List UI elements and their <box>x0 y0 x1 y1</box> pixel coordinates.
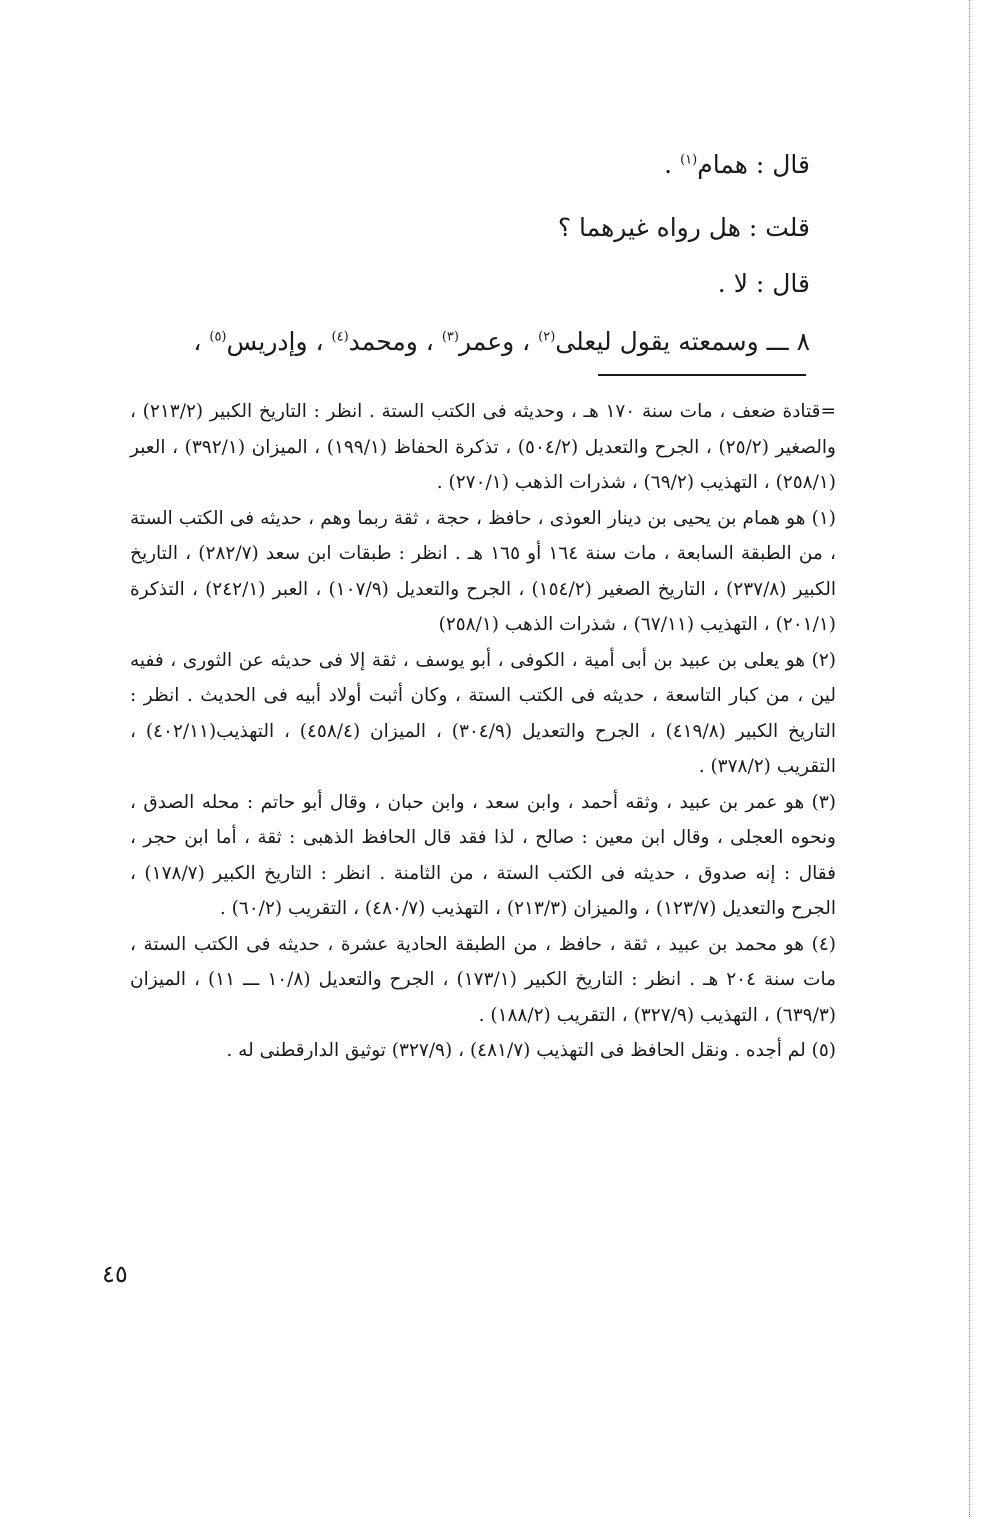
scan-edge-dotted-line <box>969 0 970 1517</box>
main-line-4 <box>120 327 810 356</box>
main-line-tail: ، وإدريس <box>226 327 332 356</box>
footnote-ref-1[interactable]: (١) <box>680 152 698 168</box>
main-line-text: قال : همام <box>697 150 810 179</box>
footnotes <box>130 394 836 1069</box>
footnote-ref-3[interactable]: (٣) <box>441 329 459 345</box>
footnote-ref-4[interactable]: (٤) <box>331 329 349 345</box>
footnote-4: (٤) هو محمد بن عبيد ، ثقة ، حافظ ، من الطبقة الحادية عشرة ، حديثه فى الكتب الستة ، مات سنة ٢٠٤ هـ . انظر : التاريخ الكبير (١٧٣/١) ، الجرح والتعديل (١٠/٨ ـــ ١١) ، الميزان (٦٣٩/٣) ، التهذيب (٣٢٧/٩) ، التقريب (١٨٨/٢) . <box>130 933 837 1026</box>
main-line-tail: ، <box>193 327 210 356</box>
main-line-1 <box>120 150 810 179</box>
page-number: ٤٥ <box>102 1260 128 1288</box>
footnote-2: (٢) هو يعلى بن عبيد بن أبى أمية ، الكوفى ، أبو يوسف ، ثقة إلا فى حديثه عن الثورى ، ففيه لين ، من كبار التاسعة ، حديثه فى الكتب الستة ، وكان أثبت أولاد أبيه فى الحديث . انظر : التاريخ الكبير (٤١٩/٨) ، الجرح والتعديل (٣٠٤/٩) ، الميزان (٤٥٨/٤) ، التهذيب(٤٠٢/١١) ، التقريب (٣٧٨/٢) . <box>130 649 836 777</box>
main-line-text: ٨ ـــ وسمعته يقول ليعلى <box>555 327 810 356</box>
footnote-separator <box>598 374 806 376</box>
main-line-text: قال : لا . <box>717 269 810 298</box>
main-line-2 <box>120 213 810 242</box>
footnote-ref-2[interactable]: (٢) <box>538 329 556 345</box>
main-line-tail: ، ومحمد <box>348 327 442 356</box>
footnote-continuation: =قتادة ضعف ، مات سنة ١٧٠ هـ ، وحديثه فى الكتب الستة . انظر : التاريخ الكبير (٢١٣/٢) ، والصغير (٢٥/٢) ، الجرح والتعديل (٥٠٤/٢) ، تذكرة الحفاظ (١٩٩/١) ، الميزان (٣٩٢/١) ، العبر (٢٥٨/١) ، التهذيب (٦٩/٢) ، شذرات الذهب (٢٧٠/١) . <box>130 401 836 493</box>
footnote-ref-5[interactable]: (٥) <box>209 329 227 345</box>
main-line-tail: ، وعمر <box>458 327 539 356</box>
main-line-text: قلت : هل رواه غيرهما ؟ <box>557 213 810 242</box>
main-line-3 <box>120 269 810 298</box>
main-line-tail: . <box>664 150 681 179</box>
footnote-1: (١) هو همام بن يحيى بن دينار العوذى ، حافظ ، حجة ، ثقة ربما وهم ، حديثه فى الكتب الستة ، من الطبقة السابعة ، مات سنة ١٦٤ أو ١٦٥ هـ . انظر : طبقات ابن سعد (٢٨٢/٧) ، التاريخ الكبير (٢٣٧/٨) ، التاريخ الصغير (١٥٤/٢) ، الجرح والتعديل (١٠٧/٩) ، العبر (٢٤٢/١) ، التذكرة (٢٠١/١) ، التهذيب (٦٧/١١) ، شذرات الذهب (٢٥٨/١) <box>130 507 836 635</box>
footnote-5: (٥) لم أجده . ونقل الحافظ فى التهذيب (٤٨١/٧) ، (٣٢٧/٩) توثيق الدارقطنى له . <box>226 1040 836 1061</box>
footnote-3: (٣) هو عمر بن عبيد ، وثقه أحمد ، وابن سعد ، وابن حبان ، وقال أبو حاتم : محله الصدق ، ونحوه العجلى ، وقال ابن معين : صالح ، لذا فقد قال الحافظ الذهبى : ثقة ، أما ابن حجر ، فقال : إنه صدوق ، حديثه فى الكتب الستة ، من الثامنة . انظر : التاريخ الكبير (١٧٨/٧) ، الجرح والتعديل (١٢٣/٧) ، والميزان (٢١٣/٣) ، التهذيب (٤٨٠/٧) ، التقريب (٦٠/٢) . <box>130 791 836 919</box>
